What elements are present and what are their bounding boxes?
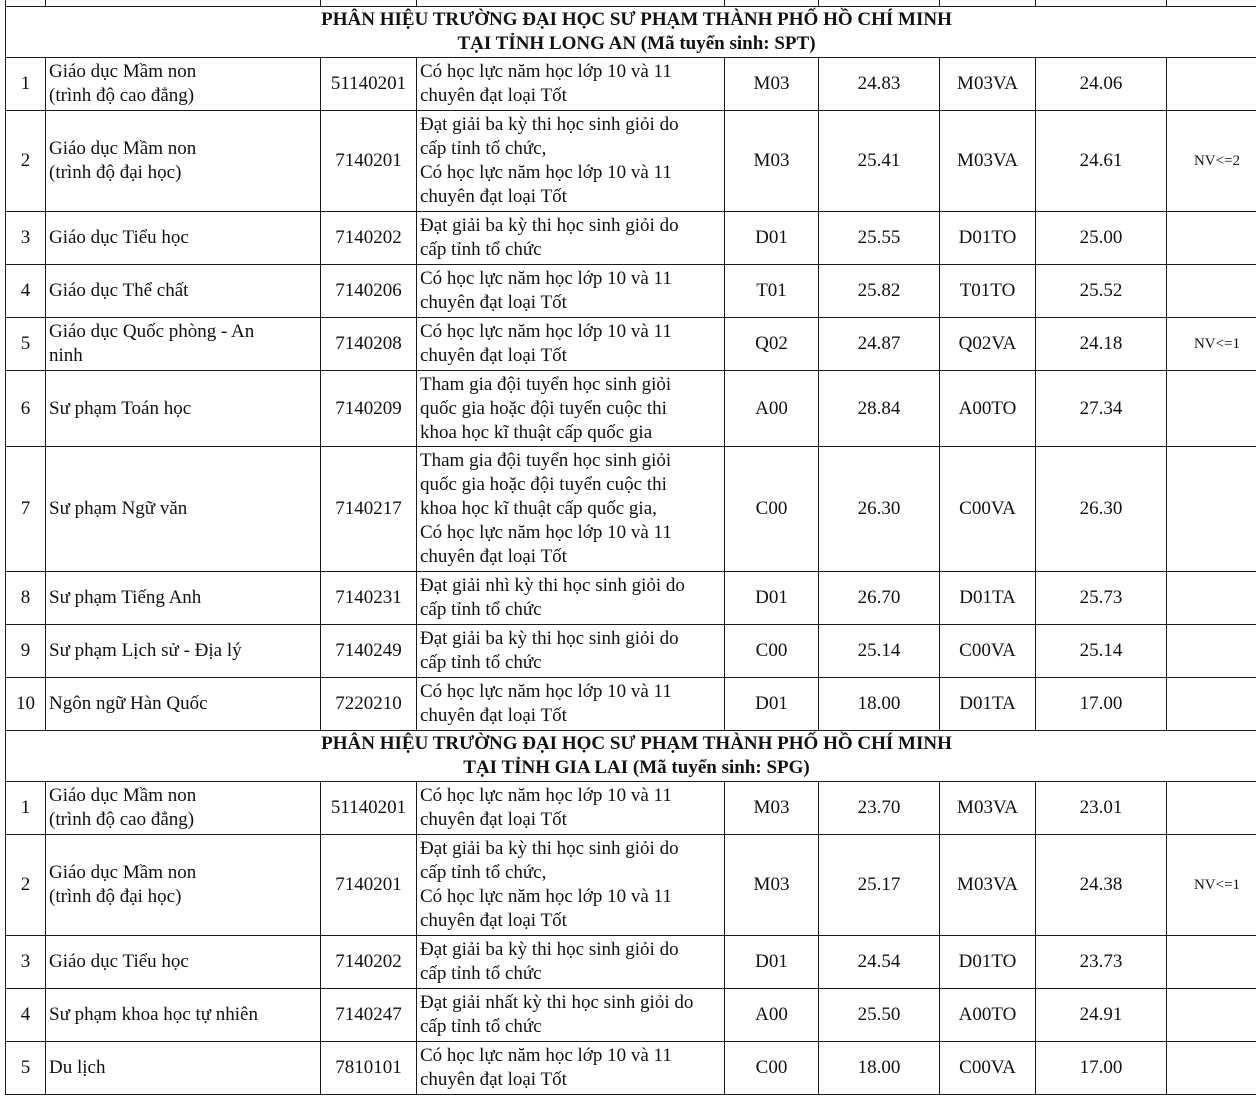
major-name [46,58,321,111]
major-name [46,678,321,731]
condition-line: cấp tỉnh tổ chức [420,652,542,673]
condition-line: chuyên đạt loại Tốt [420,1069,567,1090]
converted-score: 26.30 [1036,447,1167,572]
admission-condition [417,371,725,447]
condition-line: Tham gia đội tuyển học sinh giỏi [420,450,672,471]
major-code: 7140231 [321,572,417,625]
row-number: 2 [6,835,46,936]
aspiration-note [1167,989,1256,1042]
converted-score: 24.06 [1036,58,1167,111]
major-code: 7140247 [321,989,417,1042]
table-row [6,989,1256,1042]
major-name-line: Giáo dục Mầm non [49,785,197,806]
major-name-line: Sư phạm Tiếng Anh [49,587,202,608]
major-name [46,371,321,447]
table-row [6,936,1256,989]
aspiration-note [1167,936,1256,989]
major-name-line: (trình độ đại học) [49,886,182,907]
condition-line: Tham gia đội tuyển học sinh giỏi [420,373,672,395]
subject-combination-code: Q02VA [940,318,1036,371]
aspiration-note [1167,371,1256,447]
admission-condition [417,782,725,835]
table-row [6,447,1256,572]
major-code: 7140249 [321,625,417,678]
admission-condition [417,265,725,318]
table-row [6,678,1256,731]
subject-combination: C00 [725,447,819,572]
condition-line: chuyên đạt loại Tốt [420,85,567,106]
row-number: 4 [6,265,46,318]
admission-condition [417,625,725,678]
benchmark-score: 18.00 [819,1042,940,1095]
benchmark-score: 26.30 [819,447,940,572]
section-header-row [6,7,1256,58]
benchmark-score: 25.41 [819,111,940,212]
section-title-line1: PHÂN HIỆU TRƯỜNG ĐẠI HỌC SƯ PHẠM THÀNH PHỐ HỒ CHÍ MINH [321,733,952,754]
subject-combination-code: D01TO [940,212,1036,265]
major-code: 7140208 [321,318,417,371]
row-number: 5 [6,318,46,371]
benchmark-score: 18.00 [819,678,940,731]
table-row [6,212,1256,265]
major-name-line: (trình độ đại học) [49,162,182,183]
table-row [6,835,1256,936]
condition-line: Có học lực năm học lớp 10 và 11 [420,886,672,907]
section-title-line2: TẠI TỈNH LONG AN (Mã tuyển sinh: SPT) [457,33,816,54]
table-row [6,572,1256,625]
condition-line: chuyên đạt loại Tốt [420,809,567,830]
major-name-line: Giáo dục Mầm non [49,61,197,82]
condition-line: Có học lực năm học lớp 10 và 11 [420,268,672,289]
converted-score: 17.00 [1036,678,1167,731]
aspiration-note [1167,678,1256,731]
subject-combination: M03 [725,782,819,835]
condition-line: cấp tỉnh tổ chức [420,963,542,984]
subject-combination: M03 [725,111,819,212]
converted-score: 23.01 [1036,782,1167,835]
converted-score: 24.18 [1036,318,1167,371]
admission-condition [417,212,725,265]
aspiration-note [1167,1042,1256,1095]
condition-line: Có học lực năm học lớp 10 và 11 [420,162,672,183]
benchmark-score: 24.87 [819,318,940,371]
admission-condition [417,111,725,212]
section-header [6,731,1256,782]
row-number: 1 [6,782,46,835]
major-name [46,782,321,835]
converted-score: 24.38 [1036,835,1167,936]
condition-line: chuyên đạt loại Tốt [420,186,567,207]
major-name-line: Giáo dục Mầm non [49,862,197,883]
converted-score: 25.00 [1036,212,1167,265]
subject-combination: A00 [725,371,819,447]
subject-combination: D01 [725,936,819,989]
condition-line: Đạt giải ba kỳ thi học sinh giỏi do [420,215,679,236]
subject-combination-code: D01TA [940,572,1036,625]
condition-line: quốc gia hoặc đội tuyển cuộc thi [420,397,667,419]
row-number: 1 [6,58,46,111]
major-name-line: Giáo dục Mầm non [49,138,197,159]
major-name-line: Sư phạm khoa học tự nhiên [49,1004,258,1025]
subject-combination: T01 [725,265,819,318]
major-name-line: Giáo dục Thể chất [49,280,189,301]
table-row [6,265,1256,318]
table-row [6,111,1256,212]
table-row [6,1042,1256,1095]
benchmark-score: 25.55 [819,212,940,265]
major-name-line: Sư phạm Toán học [49,397,192,419]
admission-condition [417,572,725,625]
major-name-line: (trình độ cao đẳng) [49,809,195,830]
major-name-line: ninh [49,345,83,366]
major-name [46,1042,321,1095]
admission-condition [417,835,725,936]
subject-combination-code: C00VA [940,447,1036,572]
condition-line: Đạt giải ba kỳ thi học sinh giỏi do [420,939,679,960]
benchmark-score: 24.83 [819,58,940,111]
major-code: 7140201 [321,835,417,936]
major-name-line: Ngôn ngữ Hàn Quốc [49,693,208,714]
admission-condition [417,1042,725,1095]
section-title-line1: PHÂN HIỆU TRƯỜNG ĐẠI HỌC SƯ PHẠM THÀNH PHỐ HỒ CHÍ MINH [321,9,952,30]
major-name [46,625,321,678]
condition-line: cấp tỉnh tổ chức [420,239,542,260]
condition-line: chuyên đạt loại Tốt [420,292,567,313]
major-name-line: Giáo dục Tiểu học [49,227,189,248]
admission-condition [417,318,725,371]
condition-line: quốc gia hoặc đội tuyển cuộc thi [420,474,667,495]
subject-combination: C00 [725,625,819,678]
aspiration-note [1167,265,1256,318]
subject-combination-code: M03VA [940,58,1036,111]
major-code: 7140201 [321,111,417,212]
benchmark-score: 26.70 [819,572,940,625]
condition-line: Đạt giải ba kỳ thi học sinh giỏi do [420,628,679,649]
major-code: 51140201 [321,58,417,111]
aspiration-note: NV<=1 [1167,318,1256,371]
row-number: 10 [6,678,46,731]
aspiration-note [1167,212,1256,265]
subject-combination-code: T01TO [940,265,1036,318]
major-name-line: (trình độ cao đẳng) [49,85,195,106]
subject-combination-code: M03VA [940,782,1036,835]
condition-line: Có học lực năm học lớp 10 và 11 [420,61,672,82]
condition-line: Có học lực năm học lớp 10 và 11 [420,1045,672,1066]
major-name-line: Giáo dục Tiểu học [49,951,189,972]
major-code: 7140217 [321,447,417,572]
major-name-line: Sư phạm Lịch sử - Địa lý [49,640,242,661]
subject-combination: Q02 [725,318,819,371]
benchmark-score: 24.54 [819,936,940,989]
subject-combination-code: C00VA [940,625,1036,678]
major-name [46,318,321,371]
condition-line: cấp tỉnh tổ chức, [420,862,547,883]
aspiration-note [1167,625,1256,678]
aspiration-note [1167,572,1256,625]
major-name [46,111,321,212]
condition-line: Có học lực năm học lớp 10 và 11 [420,321,672,342]
major-code: 7140202 [321,212,417,265]
major-name [46,936,321,989]
benchmark-score: 25.50 [819,989,940,1042]
subject-combination-code: A00TO [940,989,1036,1042]
table-row [6,782,1256,835]
section-header-row [6,731,1256,782]
major-code: 7810101 [321,1042,417,1095]
condition-line: Có học lực năm học lớp 10 và 11 [420,785,672,806]
condition-line: cấp tỉnh tổ chức [420,1016,542,1037]
major-code: 7220210 [321,678,417,731]
major-code: 7140209 [321,371,417,447]
aspiration-note [1167,58,1256,111]
condition-line: Có học lực năm học lớp 10 và 11 [420,681,672,702]
condition-line: chuyên đạt loại Tốt [420,705,567,726]
condition-line: cấp tỉnh tổ chức, [420,138,547,159]
row-number: 6 [6,371,46,447]
subject-combination-code: A00TO [940,371,1036,447]
subject-combination: M03 [725,58,819,111]
benchmark-score: 25.17 [819,835,940,936]
row-number: 5 [6,1042,46,1095]
major-name [46,989,321,1042]
subject-combination: D01 [725,678,819,731]
admission-condition [417,989,725,1042]
converted-score: 25.52 [1036,265,1167,318]
major-name [46,265,321,318]
row-number: 3 [6,212,46,265]
condition-line: chuyên đạt loại Tốt [420,910,567,931]
table-row [6,318,1256,371]
table-row [6,371,1256,447]
major-name-line: Du lịch [49,1057,106,1078]
row-number: 2 [6,111,46,212]
row-number: 4 [6,989,46,1042]
condition-line: Có học lực năm học lớp 10 và 11 [420,522,672,543]
converted-score: 27.34 [1036,371,1167,447]
section-header [6,7,1256,58]
subject-combination-code: D01TA [940,678,1036,731]
admission-score-table [5,0,1256,1095]
major-code: 51140201 [321,782,417,835]
subject-combination: C00 [725,1042,819,1095]
major-name-line: Sư phạm Ngữ văn [49,498,188,519]
major-code: 7140202 [321,936,417,989]
condition-line: Đạt giải ba kỳ thi học sinh giỏi do [420,114,679,135]
benchmark-score: 25.14 [819,625,940,678]
converted-score: 25.14 [1036,625,1167,678]
converted-score: 25.73 [1036,572,1167,625]
row-number: 8 [6,572,46,625]
condition-line: chuyên đạt loại Tốt [420,546,567,567]
row-number: 7 [6,447,46,572]
aspiration-note: NV<=1 [1167,835,1256,936]
condition-line: khoa học kĩ thuật cấp quốc gia, [420,498,657,519]
row-number: 9 [6,625,46,678]
converted-score: 17.00 [1036,1042,1167,1095]
subject-combination-code: M03VA [940,835,1036,936]
condition-line: khoa học kĩ thuật cấp quốc gia [420,421,653,443]
converted-score: 24.61 [1036,111,1167,212]
admission-condition [417,58,725,111]
benchmark-score: 23.70 [819,782,940,835]
subject-combination: A00 [725,989,819,1042]
benchmark-score: 28.84 [819,371,940,447]
subject-combination-code: C00VA [940,1042,1036,1095]
subject-combination-code: M03VA [940,111,1036,212]
aspiration-note [1167,782,1256,835]
subject-combination: D01 [725,572,819,625]
table-row [6,58,1256,111]
condition-line: Đạt giải ba kỳ thi học sinh giỏi do [420,838,679,859]
admission-condition [417,678,725,731]
condition-line: cấp tỉnh tổ chức [420,599,542,620]
major-name [46,572,321,625]
table-body [6,0,1256,1095]
table-row [6,625,1256,678]
condition-line: Đạt giải nhất kỳ thi học sinh giỏi do [420,992,694,1013]
subject-combination: D01 [725,212,819,265]
section-title-line2: TẠI TỈNH GIA LAI (Mã tuyển sinh: SPG) [463,757,810,778]
major-code: 7140206 [321,265,417,318]
major-name [46,835,321,936]
condition-line: Đạt giải nhì kỳ thi học sinh giỏi do [420,575,685,596]
subject-combination: M03 [725,835,819,936]
row-number: 3 [6,936,46,989]
major-name-line: Giáo dục Quốc phòng - An [49,321,255,342]
admission-condition [417,447,725,572]
subject-combination-code: D01TO [940,936,1036,989]
aspiration-note [1167,447,1256,572]
condition-line: chuyên đạt loại Tốt [420,345,567,366]
aspiration-note: NV<=2 [1167,111,1256,212]
major-name [46,447,321,572]
admission-condition [417,936,725,989]
benchmark-score: 25.82 [819,265,940,318]
converted-score: 24.91 [1036,989,1167,1042]
converted-score: 23.73 [1036,936,1167,989]
major-name [46,212,321,265]
